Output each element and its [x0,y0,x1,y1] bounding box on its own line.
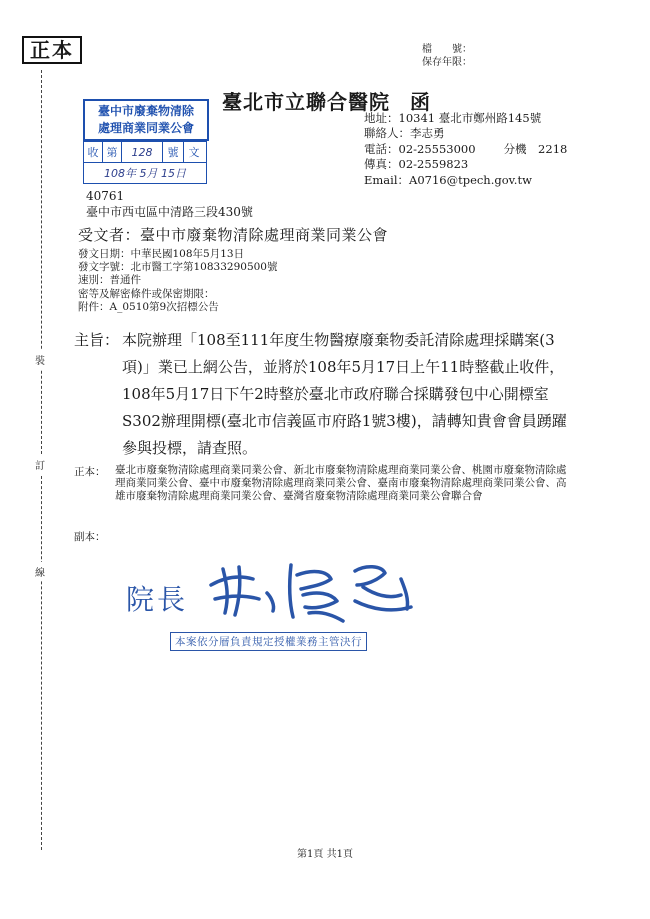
file-number-label: 檔 號： [422,44,472,55]
retention-label: 保存年限： [422,57,472,68]
receipt-number-suffix: 號 [163,142,184,162]
receipt-stamp-org-line1: 臺中市廢棄物清除 [97,104,194,118]
sender-contact: 聯絡人：李志勇 [364,126,445,141]
recipient-address: 臺中市西屯區中清路三段430號 [86,205,253,219]
issue-date: 發文日期：中華民國108年5月13日 [78,248,245,260]
receipt-stamp-org-line2: 處理商業同業公會 [97,121,194,135]
sender-address: 地址：10341 臺北市鄭州路145號 [364,111,542,125]
doc-type: 函 [410,90,431,114]
document-meta [78,248,277,314]
delegation-stamp: 本案依分層負責規定授權業務主管決行 [170,632,367,651]
subject [74,327,574,462]
page-number: 第1頁 共1頁 [297,849,353,860]
receipt-stamp-date-row [84,162,206,183]
subject-text: 本院辦理「108至111年度生物醫療廢棄物委託清除處理採購案(3項)」業已上網公告，並將於108年5月17日上午11時整截止收件，108年5月17日下午2時整於臺北市政府聯合採購發包中心開標室S302辦理開標(臺北市信義區市府路1號3樓)，請轉知貴會會員踴躍參與投標，請查照。 [122,331,567,457]
sender-phone-row [364,142,567,157]
recipient-zip: 40761 [86,189,125,203]
sender-email: Email：A0716@tpech.gov.tw [364,172,532,187]
recipient: 受文者：臺中市廢棄物清除處理商業同業公會 [78,226,389,244]
attachment: 附件：A_0510第9次招標公告 [78,300,219,313]
sender-org: 臺北市立聯合醫院 [222,90,390,114]
sender-fax: 傳真：02-2559823 [364,157,469,172]
speed-class: 速別：普通件 [78,274,141,287]
receipt-doc-label: 文 [188,146,200,159]
original-copy-mark: 正本 [22,36,82,64]
receipt-stamp-org [83,99,209,141]
copy-label: 副本： [74,531,106,543]
signer-title: 院長 [126,583,189,616]
sender-phone: 電話：02-25553000 [364,141,476,156]
cc-label: 正本： [74,466,106,478]
binding-mark-xian: 線 [35,562,45,581]
binding-mark-zhuang: 裝 [35,350,45,369]
issue-number: 發文字號：北市醫工字第10833290500號 [78,261,278,274]
receipt-number-prefix: 第 [103,142,122,162]
secrecy-level: 密等及解密條件或保密期限： [78,287,215,300]
receipt-recv-label: 收 [84,142,103,162]
receipt-stamp-number-row [84,141,206,162]
receipt-stamp [79,99,206,184]
receipt-number-value: 128 [122,142,163,162]
receipt-date: 108年 5月 15日 [104,167,186,180]
sender-ext: 分機 2218 [503,141,568,156]
cc-list: 臺北市廢棄物清除處理商業同業公會、新北市廢棄物清除處理商業同業公會、桃園市廢棄物清除處理商業同業公會、臺中市廢棄物清除處理商業同業公會、臺南市廢棄物清除處理商業同業公會、高雄市廢棄物清除處理商業同業公會、臺灣省廢棄物清除處理商業同業公會聯合會 [115,464,567,503]
subject-label: 主旨： [74,331,120,349]
binding-mark-ding: 訂 [35,455,45,474]
sender-info [364,111,567,188]
receipt-stamp-grid [83,141,207,184]
signature-scribble [205,555,425,625]
